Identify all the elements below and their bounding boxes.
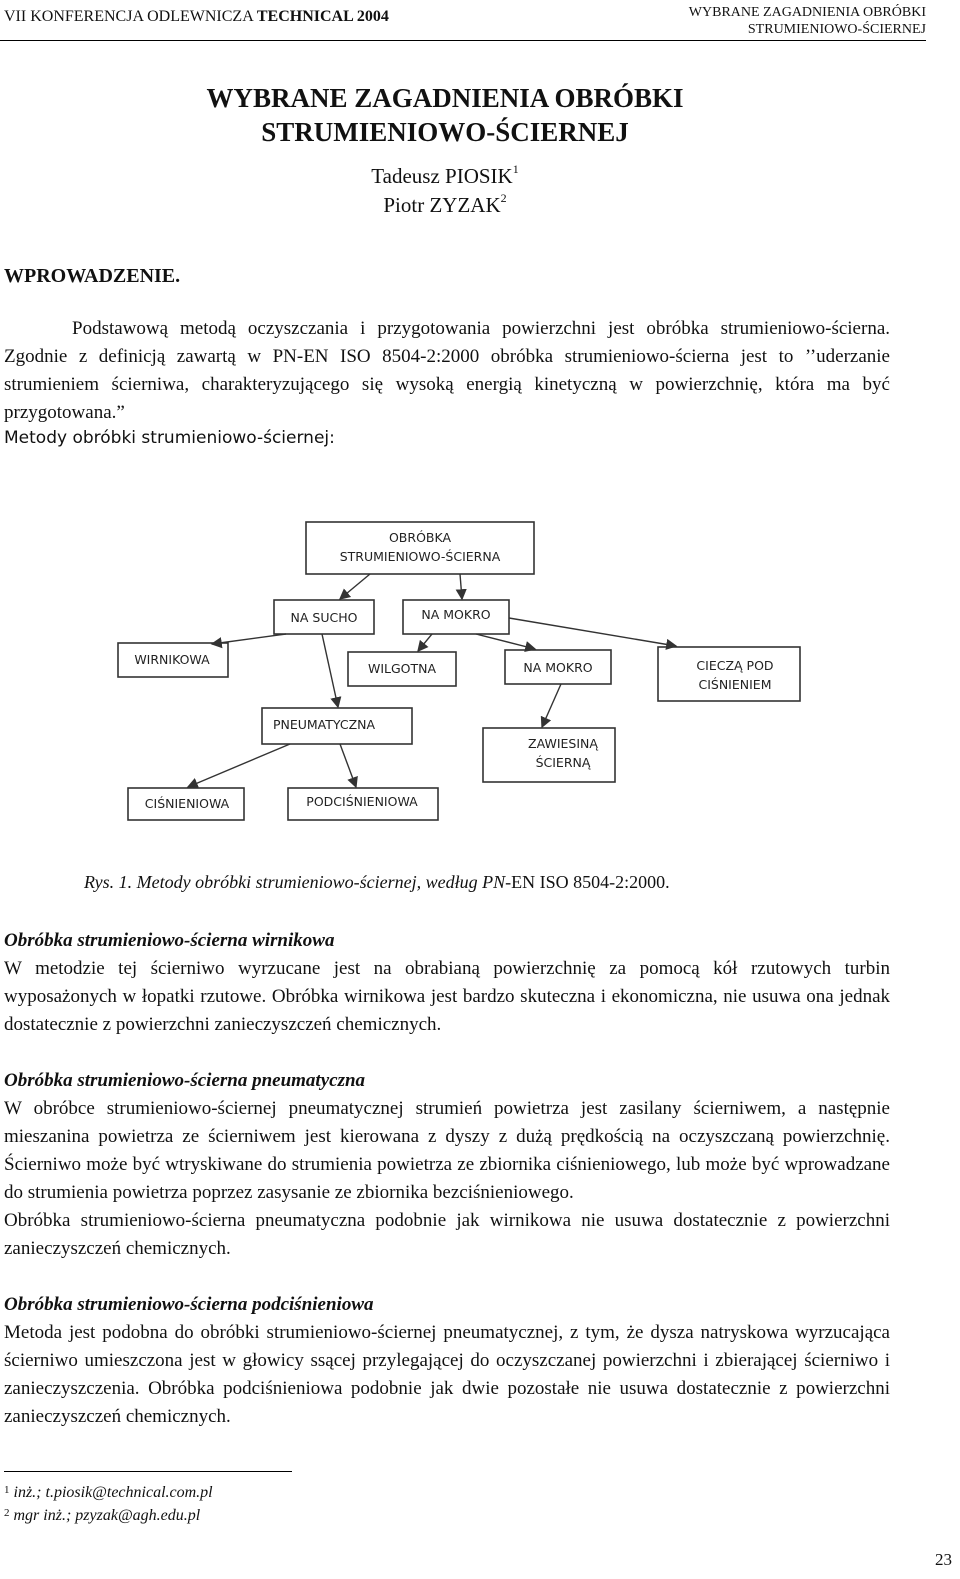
node-podcisnieniowa-label: PODCIŚNIENIOWA (306, 794, 418, 809)
methods-label: Metody obróbki strumieniowo-ściernej: (4, 428, 335, 448)
section-wirnikowa-heading: Obróbka strumieniowo-ścierna wirnikowa (4, 930, 335, 951)
edge-na-mokro-zawiesina (542, 684, 561, 727)
section-pneumatyczna-text2: Obróbka strumieniowo-ścierna pneumatyczna podobnie jak wirnikowa nie usuwa dostatecznie z powierzchni zanieczyszczeń chemicznych. (4, 1210, 890, 1259)
footnote-2-mark: 2 (4, 1507, 10, 1519)
node-wirnikowa-label: WIRNIKOWA (134, 652, 210, 667)
paper-title-line2: STRUMIENIOWO-ŚCIERNEJ (261, 117, 629, 147)
page-number: 23 (935, 1550, 952, 1569)
section-wirnikowa-text: W metodzie tej ścierniwo wyrzucane jest na obrabianą powierzchnię za pomocą kół rzutowych turbin wyposażonych w łopatki rzutowe. Obróbka wirnikowa jest bardzo skuteczna i ekonomiczna, nie usuwa ona jednak dostatecznie z powierzchni zanieczyszczeń chemicznych. (4, 958, 890, 1035)
section-pneumatyczna-heading: Obróbka strumieniowo-ścierna pneumatyczna (4, 1070, 366, 1091)
methods-diagram (0, 500, 960, 840)
header-rule (0, 40, 926, 41)
node-ciecza-line1: CIECZĄ POD (696, 658, 774, 673)
node-wilgotna-label: WILGOTNA (367, 661, 437, 676)
paper-title-line1: WYBRANE ZAGADNIENIA OBRÓBKI (206, 83, 684, 113)
node-na-sucho-label: NA SUCHO (290, 610, 358, 625)
author-2-name: Piotr ZYZAK (383, 193, 501, 217)
author-1-name: Tadeusz PIOSIK (371, 164, 513, 188)
node-zawiesina-line2: ŚCIERNĄ (535, 755, 591, 770)
node-pneumatyczna-label: PNEUMATYCZNA (272, 717, 376, 732)
edge-pneumatyczna-podcisnieniowa (340, 744, 356, 787)
section-podcisnieniowa-text: Metoda jest podobna do obróbki strumieniowo-ściernej pneumatycznej, z tym, że dysza natryskowa wyrzucająca ścierniwo umieszczona jest w głowicy ssącej przylegającej do oczyszczanej powierzchni i zbierającej ścierniwo i zanieczyszczenia. Obróbka podciśnieniowa podobnie jak dwie pozostałe nie usuwa dostatecznie z powierzchni zanieczyszczeń chemicznych. (4, 1322, 890, 1427)
section-pneumatyczna-text: W obróbce strumieniowo-ściernej pneumatycznej strumień powietrza jest zasilany ścierniwem, a następnie mieszanina powietrza ze ścierniwem jest kierowana z dyszy z dużą prędkością na oczyszczaną powierzchnię. Ścierniwo może być wtryskiwane do strumienia powietrza ze zbiornika ciśnieniowego, lub może być wprowadzane do strumienia powietrza poprzez zasysanie ze zbiornika bezciśnieniowego. (4, 1098, 890, 1203)
conference-header (4, 8, 389, 26)
node-root-line1: OBRÓBKA (388, 530, 452, 545)
edge-root-na-mokro (460, 574, 462, 599)
footnote-rule (4, 1471, 292, 1472)
node-ciecza-line2: CIŚNIENIEM (698, 677, 772, 692)
section-pneumatyczna (4, 1067, 890, 1263)
section-podcisnieniowa (4, 1291, 890, 1431)
node-ciecza (658, 647, 800, 701)
edge-root-na-sucho (340, 574, 370, 599)
intro-paragraph (4, 315, 890, 427)
running-title-line1: WYBRANE ZAGADNIENIA OBRÓBKI (688, 5, 926, 20)
conference-name: VII KONFERENCJA ODLEWNICZA (4, 8, 257, 25)
node-na-mokro-sub-label: NA MOKRO (523, 660, 593, 675)
footnote-2-text: mgr inż.; pzyzak@agh.edu.pl (13, 1507, 201, 1524)
running-title (689, 4, 926, 38)
footnote-2 (4, 1507, 200, 1525)
author-2-mark: 2 (500, 191, 507, 205)
edge-pneumatyczna-cisnieniowa (188, 744, 290, 787)
intro-heading: WPROWADZENIE. (4, 265, 181, 287)
edge-na-sucho-wirnikowa (212, 634, 286, 644)
edge-na-sucho-pneumatyczna (322, 634, 338, 707)
node-root-line2: STRUMIENIOWO-ŚCIERNA (339, 549, 501, 564)
conference-year: TECHNICAL 2004 (256, 8, 389, 25)
footnote-1-text: inż.; t.piosik@technical.com.pl (13, 1484, 213, 1501)
edge-na-mokro-na-mokro (476, 634, 535, 649)
author-2 (0, 193, 890, 218)
footnote-1-mark: 1 (4, 1484, 10, 1496)
node-cisnieniowa-label: CIŚNIENIOWA (144, 796, 230, 811)
section-wirnikowa (4, 927, 890, 1039)
author-1 (0, 164, 890, 189)
running-title-line2: STRUMIENIOWO-ŚCIERNEJ (747, 22, 926, 37)
section-podcisnieniowa-heading: Obróbka strumieniowo-ścierna podciśnieniowa (4, 1294, 374, 1315)
intro-text: Podstawową metodą oczyszczania i przygotowania powierzchni jest obróbka strumieniowo-ścierna. Zgodnie z definicją zawartą w PN-EN ISO 8504-2:2000 obróbka strumieniowo-ścierna jest to ’’uderzanie strumieniem ścierniwa, charakteryzującego się wysoką energią kinetyczną w powierzchnię, która ma być przygotowana.” (4, 318, 890, 423)
footnote-1 (4, 1484, 213, 1502)
edge-na-mokro-ciecza (509, 618, 676, 646)
edge-na-mokro-wilgotna (418, 634, 432, 651)
author-1-mark: 1 (512, 162, 519, 176)
node-zawiesina-line1: ZAWIESINĄ (528, 736, 598, 751)
node-na-mokro-top-label: NA MOKRO (421, 607, 491, 622)
figure-caption (84, 872, 670, 893)
caption-upright: EN ISO 8504-2:2000. (511, 872, 670, 892)
caption-italic: Rys. 1. Metody obróbki strumieniowo-ściernej, według PN- (84, 872, 512, 892)
